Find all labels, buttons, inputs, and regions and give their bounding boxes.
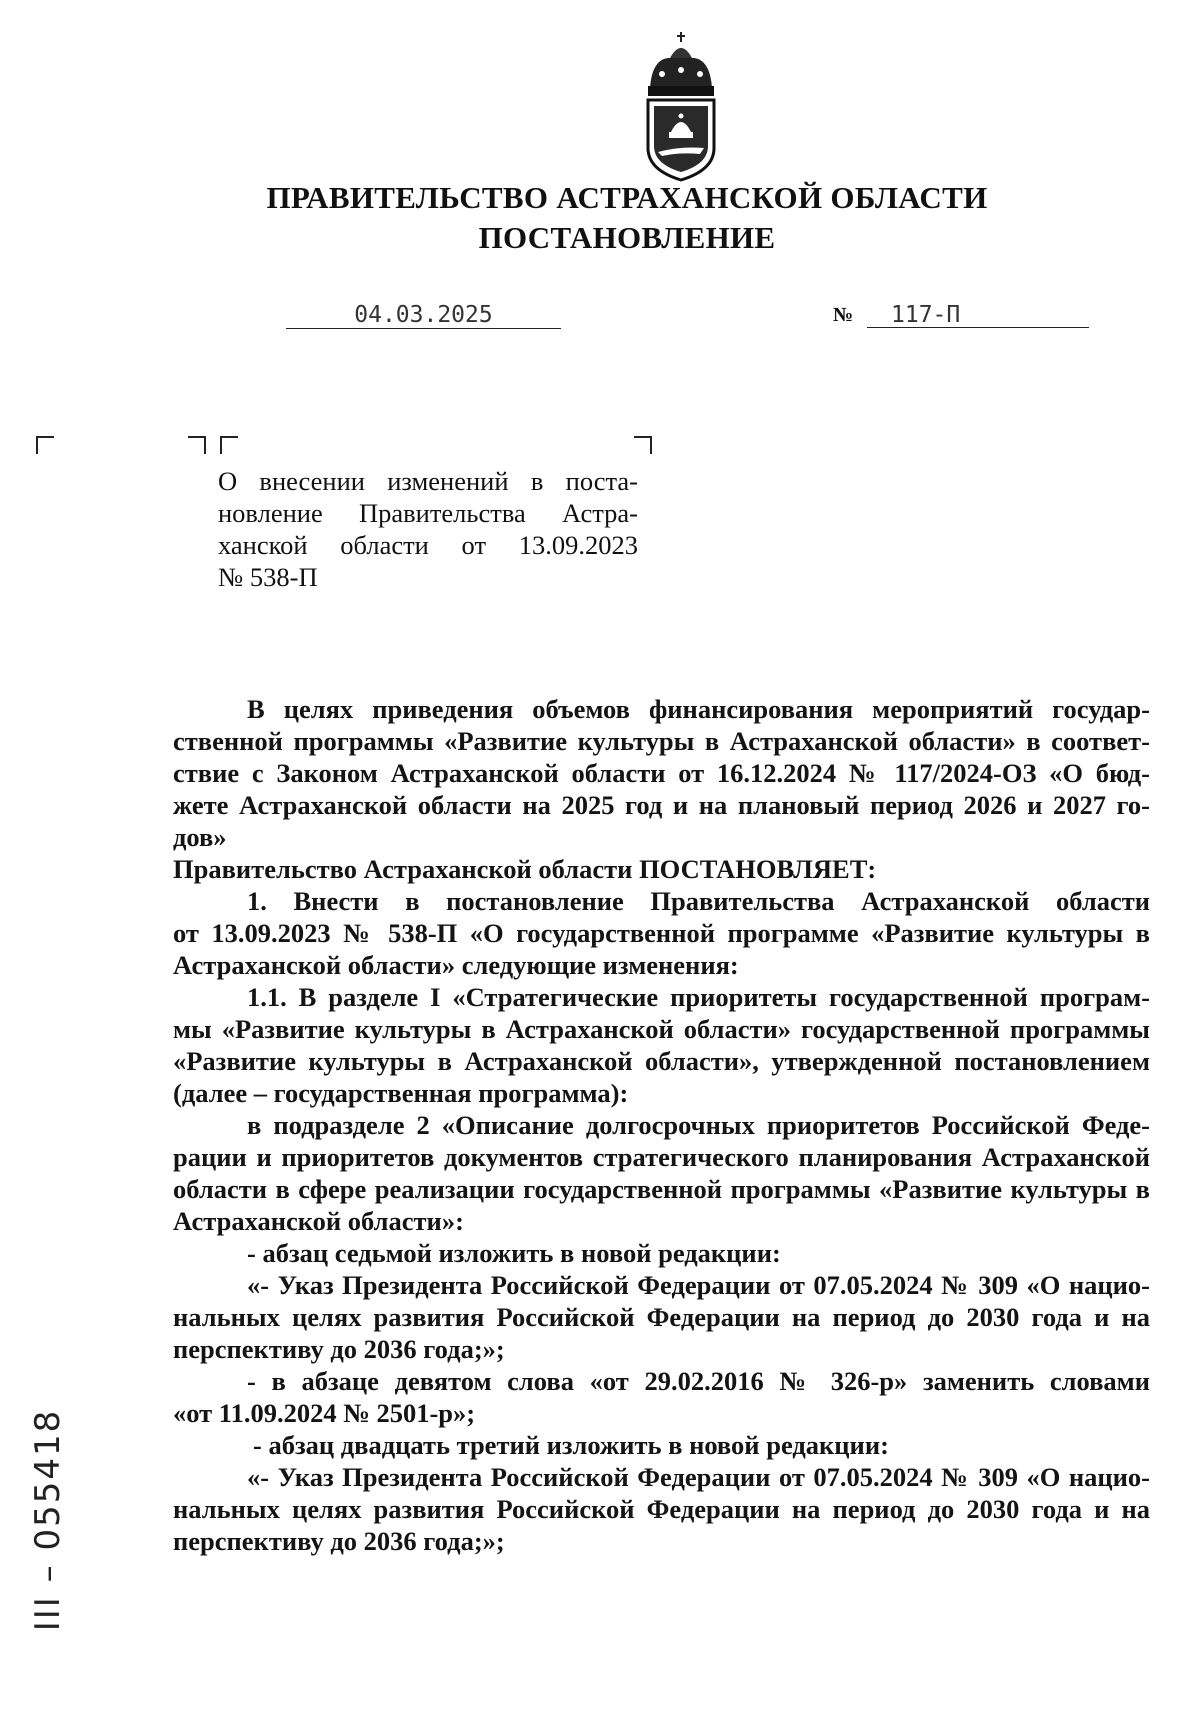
body-line: (далее – государственная программа): (173, 1078, 629, 1108)
number-sign: № (833, 304, 854, 326)
body-line: 1. Внести в постановление Правительства Астраханской области (247, 886, 1150, 916)
government-title: ПРАВИТЕЛЬСТВО АСТРАХАНСКОЙ ОБЛАСТИ (266, 180, 988, 215)
body-line: В целях приведения объемов финансирования мероприятий государ- (247, 694, 1150, 724)
body-line: Астраханской области»: (173, 1206, 464, 1236)
body-line: ствие с Законом Астраханской области от 16.12.2024 № 117/2024-ОЗ «О бюд- (173, 758, 1150, 788)
corner-mark (220, 436, 238, 454)
body-line: перспективу до 2036 года;»; (173, 1526, 505, 1556)
corner-mark (36, 436, 54, 454)
body-line: нальных целях развития Российской Федерации на период до 2030 года и на (173, 1302, 1150, 1332)
body-line: области в сфере реализации государственной программы «Развитие культуры в (173, 1174, 1150, 1204)
body-line: «- Указ Президента Российской Федерации от 07.05.2024 № 309 «О нацио- (247, 1270, 1150, 1300)
body-line: перспективу до 2036 года;»; (173, 1334, 505, 1364)
serial-number-text: ІІІ – 055418 (28, 1408, 68, 1632)
subject-line: новление Правительства Астра- (218, 498, 638, 528)
subject-line: № 538-П (218, 562, 318, 592)
serial-number-stamp (28, 1370, 68, 1670)
body-line: «- Указ Президента Российской Федерации от 07.05.2024 № 309 «О нацио- (247, 1462, 1150, 1492)
document-body (173, 693, 1150, 1557)
document-type: ПОСТАНОВЛЕНИЕ (478, 220, 776, 255)
subject-line: О внесении изменений в поста- (218, 466, 638, 496)
body-line: - абзац седьмой изложить в новой редакции: (247, 1238, 781, 1268)
document-date: 04.03.2025 (286, 302, 561, 329)
body-line: ственной программы «Развитие культуры в Астраханской области» в соответ- (173, 726, 1150, 756)
body-line: Астраханской области» следующие изменения: (173, 950, 739, 980)
body-line: мы «Развитие культуры в Астраханской области» государственной программы (173, 1014, 1150, 1044)
document-subject (218, 465, 638, 593)
body-line: в подразделе 2 «Описание долгосрочных приоритетов Российской Феде- (247, 1110, 1150, 1140)
body-line: 1.1. В разделе I «Стратегические приоритеты государственной програм- (247, 982, 1150, 1012)
document-number: 117-П (867, 302, 1089, 328)
body-line: нальных целях развития Российской Федерации на период до 2030 года и на (173, 1494, 1150, 1524)
body-line: - в абзаце девятом слова «от 29.02.2016 № 326-р» заменить словами (247, 1366, 1150, 1396)
subject-line: ханской области от 13.09.2023 (218, 530, 638, 560)
body-line: жете Астраханской области на 2025 год и на плановый период 2026 и 2027 го- (173, 790, 1150, 820)
corner-mark (634, 436, 652, 454)
body-line: рации и приоритетов документов стратегического планирования Астраханской (173, 1142, 1150, 1172)
body-line: дов» (173, 822, 227, 852)
coat-of-arms-emblem (640, 30, 722, 182)
body-line: - абзац двадцать третий изложить в новой редакции: (253, 1430, 889, 1460)
body-line: Правительство Астраханской области ПОСТАНОВЛЯЕТ: (173, 854, 877, 884)
body-line: «от 11.09.2024 № 2501-р»; (173, 1398, 476, 1428)
document-header (0, 178, 1200, 258)
body-line: от 13.09.2023 № 538-П «О государственной программе «Развитие культуры в (173, 918, 1150, 948)
corner-mark (188, 436, 206, 454)
body-line: «Развитие культуры в Астраханской области», утвержденной постановлением (173, 1046, 1150, 1076)
